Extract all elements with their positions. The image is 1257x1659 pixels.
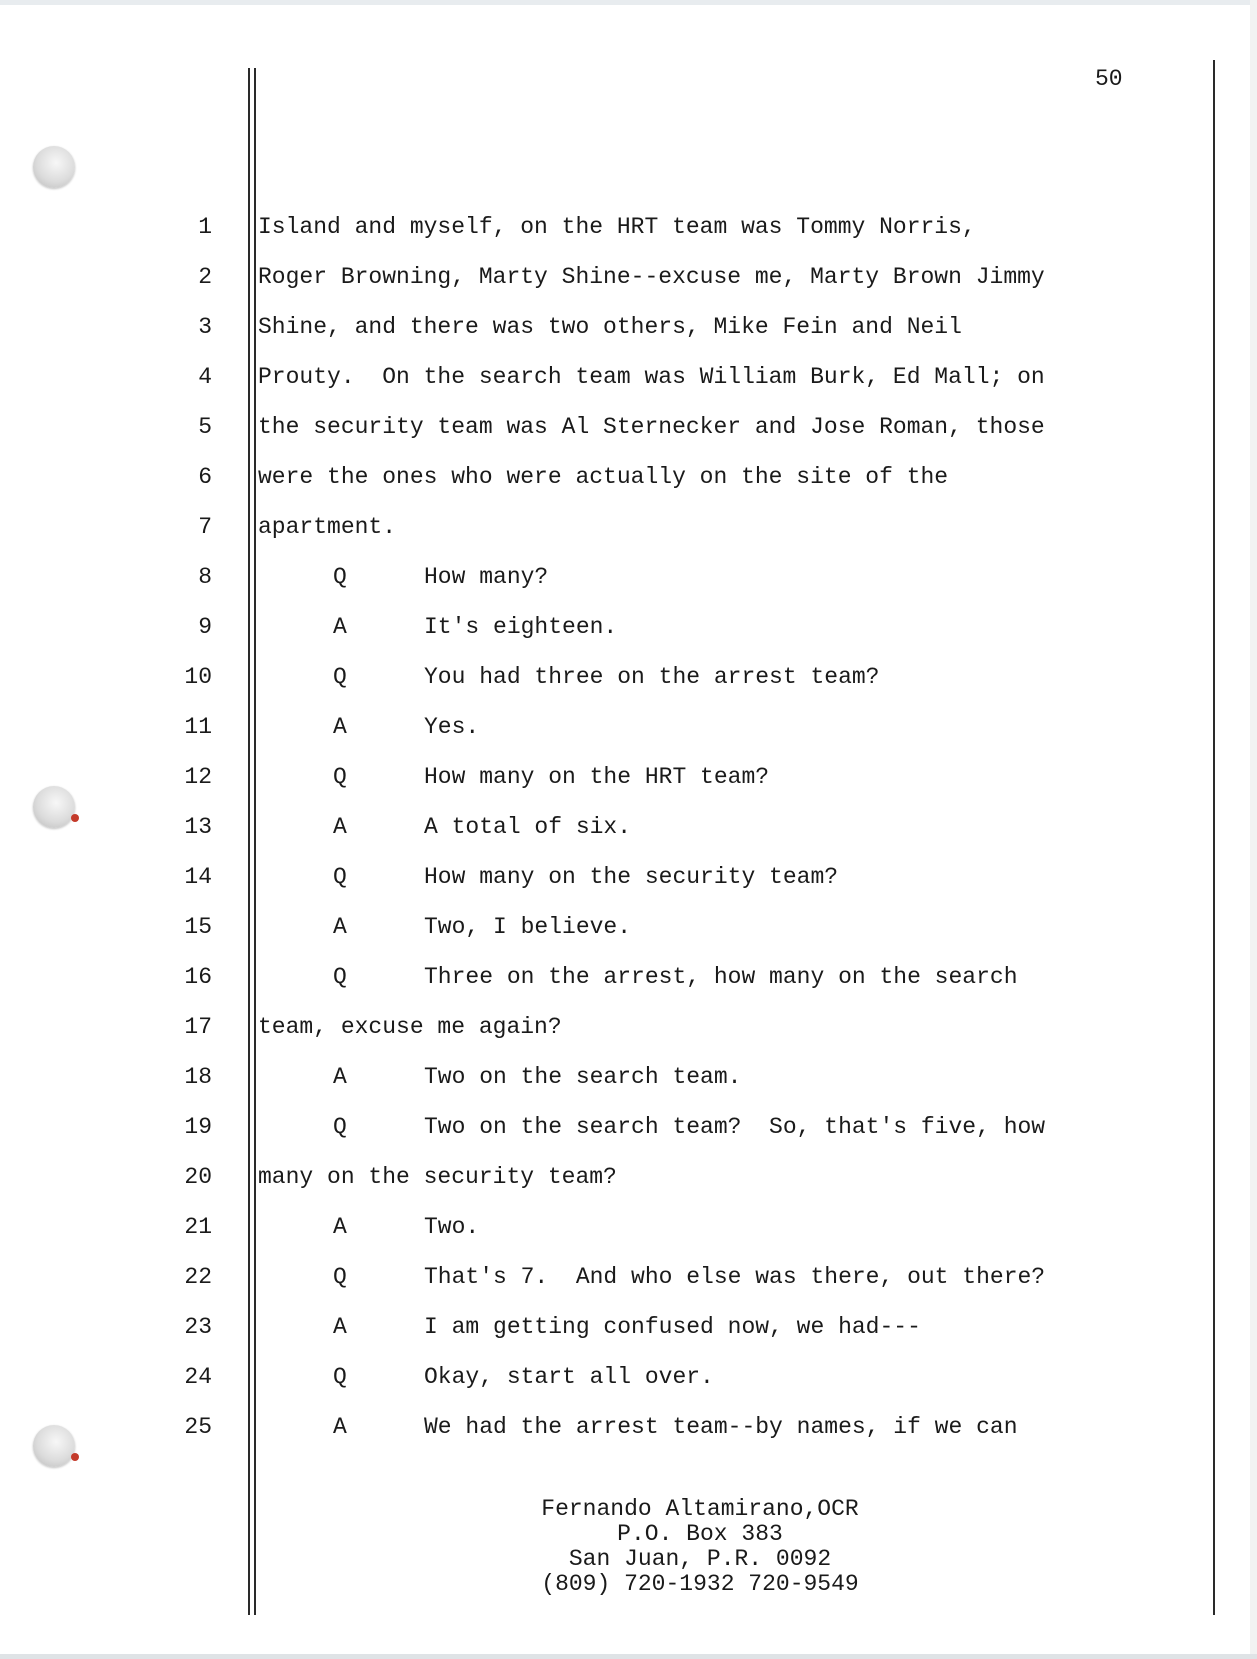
line-text: That's 7. And who else was there, out there? (424, 1264, 1046, 1290)
transcript-line (0, 314, 1257, 344)
line-text: apartment. (258, 514, 397, 540)
transcript-line (0, 914, 1257, 944)
line-number: 6 (198, 464, 212, 490)
line-number: 22 (184, 1264, 212, 1290)
punch-hole-top (33, 146, 75, 188)
transcript-line (0, 814, 1257, 844)
transcript-line (0, 614, 1257, 644)
transcript-line (0, 514, 1257, 544)
line-number: 16 (184, 964, 212, 990)
line-number: 19 (184, 1114, 212, 1140)
line-number: 13 (184, 814, 212, 840)
transcript-line (0, 1214, 1257, 1244)
line-number: 12 (184, 764, 212, 790)
line-text: You had three on the arrest team? (424, 664, 880, 690)
line-text: Two. (424, 1214, 480, 1240)
line-text: Okay, start all over. (424, 1364, 714, 1390)
transcript-line (0, 1164, 1257, 1194)
transcript-line (0, 364, 1257, 394)
line-number: 23 (184, 1314, 212, 1340)
speaker-tag: Q (333, 864, 347, 890)
line-number: 14 (184, 864, 212, 890)
line-number: 7 (198, 514, 212, 540)
transcript-line (0, 764, 1257, 794)
transcript-line (0, 214, 1257, 244)
line-number: 20 (184, 1164, 212, 1190)
line-text: Two, I believe. (424, 914, 632, 940)
line-text: Three on the arrest, how many on the search (424, 964, 1018, 990)
line-number: 18 (184, 1064, 212, 1090)
speaker-tag: Q (333, 564, 347, 590)
line-text: We had the arrest team--by names, if we can (424, 1414, 1018, 1440)
line-text: Yes. (424, 714, 480, 740)
line-number: 25 (184, 1414, 212, 1440)
speaker-tag: A (333, 1314, 347, 1340)
line-text: team, excuse me again? (258, 1014, 562, 1040)
line-text: many on the security team? (258, 1164, 617, 1190)
line-number: 11 (184, 714, 212, 740)
speaker-tag: Q (333, 664, 347, 690)
transcript-line (0, 1314, 1257, 1344)
line-text: A total of six. (424, 814, 632, 840)
transcript-line (0, 714, 1257, 744)
speaker-tag: Q (333, 1114, 347, 1140)
line-text: Two on the search team? So, that's five, how (424, 1114, 1046, 1140)
line-number: 5 (198, 414, 212, 440)
line-number: 21 (184, 1214, 212, 1240)
speaker-tag: Q (333, 1264, 347, 1290)
speaker-tag: Q (333, 964, 347, 990)
page-number: 50 (1095, 66, 1123, 92)
line-number: 24 (184, 1364, 212, 1390)
speaker-tag: A (333, 814, 347, 840)
reporter-name: Fernando Altamirano,OCR (541, 1496, 859, 1522)
transcript-line (0, 1064, 1257, 1094)
line-text: Prouty. On the search team was William Burk, Ed Mall; on (258, 364, 1045, 390)
line-text: How many on the security team? (424, 864, 839, 890)
speaker-tag: A (333, 1414, 347, 1440)
reporter-footer (460, 1497, 940, 1597)
line-number: 15 (184, 914, 212, 940)
line-text: Roger Browning, Marty Shine--excuse me, Marty Brown Jimmy (258, 264, 1045, 290)
speaker-tag: Q (333, 1364, 347, 1390)
transcript-line (0, 464, 1257, 494)
line-text: Shine, and there was two others, Mike Fein and Neil (258, 314, 962, 340)
line-number: 2 (198, 264, 212, 290)
line-number: 8 (198, 564, 212, 590)
speaker-tag: A (333, 1214, 347, 1240)
speaker-tag: A (333, 914, 347, 940)
transcript-line (0, 964, 1257, 994)
reporter-address-line-2: San Juan, P.R. 0092 (568, 1546, 832, 1572)
transcript-line (0, 264, 1257, 294)
line-text: Two on the search team. (424, 1064, 742, 1090)
line-text: It's eighteen. (424, 614, 618, 640)
transcript-line (0, 664, 1257, 694)
reporter-phone: (809) 720-1932 720-9549 (541, 1571, 859, 1597)
speaker-tag: A (333, 614, 347, 640)
page-edge-top (0, 0, 1257, 5)
line-text: I am getting confused now, we had--- (424, 1314, 921, 1340)
transcript-line (0, 414, 1257, 444)
line-text: How many on the HRT team? (424, 764, 770, 790)
line-number: 10 (184, 664, 212, 690)
page-edge-bottom (0, 1654, 1257, 1659)
transcript-line (0, 1264, 1257, 1294)
red-mark (71, 1453, 79, 1461)
speaker-tag: Q (333, 764, 347, 790)
line-number: 1 (198, 214, 212, 240)
line-number: 4 (198, 364, 212, 390)
line-number: 9 (198, 614, 212, 640)
line-text: Island and myself, on the HRT team was Tommy Norris, (258, 214, 976, 240)
transcript-line (0, 1014, 1257, 1044)
line-text: the security team was Al Sternecker and Jose Roman, those (258, 414, 1045, 440)
transcript-line (0, 864, 1257, 894)
transcript-line (0, 564, 1257, 594)
line-text: were the ones who were actually on the site of the (258, 464, 949, 490)
line-text: How many? (424, 564, 549, 590)
transcript-line (0, 1364, 1257, 1394)
line-number: 3 (198, 314, 212, 340)
speaker-tag: A (333, 714, 347, 740)
line-number: 17 (184, 1014, 212, 1040)
speaker-tag: A (333, 1064, 347, 1090)
transcript-line (0, 1114, 1257, 1144)
transcript-line (0, 1414, 1257, 1444)
reporter-address-line-1: P.O. Box 383 (617, 1521, 783, 1547)
